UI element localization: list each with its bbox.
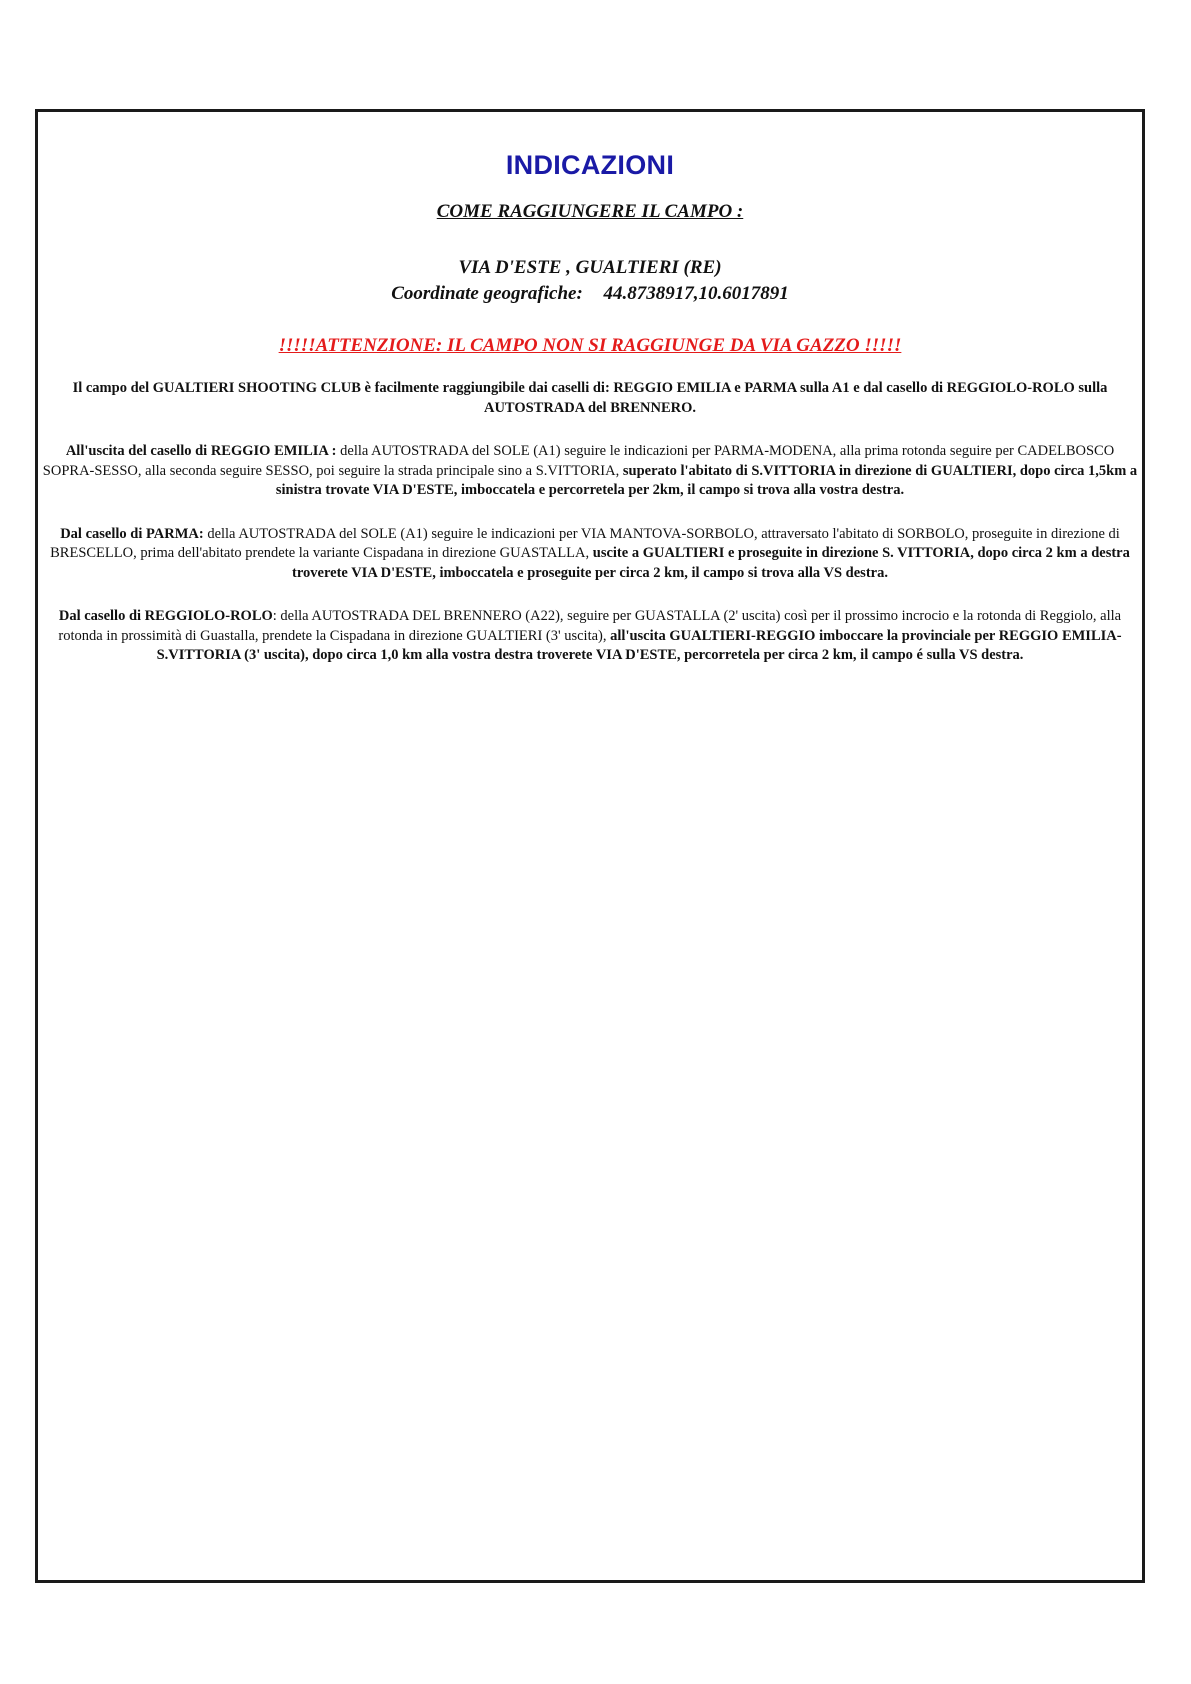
reggio-lead: All'uscita del casello di REGGIO EMILIA : [65, 443, 337, 459]
coordinates-line [35, 283, 1145, 305]
warning-notice: !!!!!ATTENZIONE: IL CAMPO NON SI RAGGIUNGE DA VIA GAZZO !!!!! [278, 335, 902, 356]
coordinates-label: Coordinate geografiche: [391, 283, 583, 304]
reggio-middle: della AUTOSTRADA del SOLE (A1) seguire le indicazioni per PARMA-MODENA, alla prima rotonda seguire per CADELBOSCO SOPRA-SESSO, alla seconda seguire SESSO, poi seguire la strada principale sino a S.VITTORIA, [42, 443, 1115, 479]
document-body [35, 150, 1145, 690]
page-title: INDICAZIONI [505, 150, 675, 180]
subtitle: COME RAGGIUNGERE IL CAMPO : [436, 201, 744, 222]
parma-lead: Dal casello di PARMA: [60, 525, 204, 542]
reggiolo-middle: : della AUTOSTRADA DEL BRENNERO (A22), seguire per GUASTALLA (2' uscita) così per il prossimo incrocio e la rotonda di Reggiolo, alla rotonda in prossimità di Guastalla, prendete la Cispadana in direzione GUALTIERI (3' uscita), [58, 608, 1122, 644]
parma-tail: uscite a GUALTIERI e proseguite in direzione S. VITTORIA, dopo circa 2 km a destra troverete VIA D'ESTE, imboccatela e proseguite per circa 2 km, il campo si trova alla VS destra. [292, 545, 1130, 581]
reggiolo-lead: Dal casello di REGGIOLO-ROLO [58, 608, 273, 624]
reggio-tail: superato l'abitato di S.VITTORIA in direzione di GUALTIERI, dopo circa 1,5km a sinistra trovate VIA D'ESTE, imboccatela e percorretela per 2km, il campo si trova alla vostra destra. [275, 462, 1138, 498]
reggiolo-tail: all'uscita GUALTIERI-REGGIO imboccare la provinciale per REGGIO EMILIA-S.VITTORIA (3' uscita), dopo circa 1,0 km alla vostra destra troverete VIA D'ESTE, percorretela per circa 2 km, il campo é sulla VS destra. [156, 627, 1122, 663]
parma-middle: della AUTOSTRADA del SOLE (A1) seguire le indicazioni per VIA MANTOVA-SORBOLO, attraversato l'abitato di SORBOLO, proseguite in direzione di BRESCELLO, prima dell'abitato prendete la variante Cispadana in direzione GUASTALLA, [50, 525, 1120, 561]
parma-directions [35, 525, 1145, 584]
reggio-emilia-directions [35, 442, 1145, 501]
address: VIA D'ESTE , GUALTIERI (RE) [458, 257, 722, 278]
coordinates-value: 44.8738917,10.6017891 [603, 283, 789, 304]
intro-paragraph [35, 379, 1145, 418]
intro-text: Il campo del GUALTIERI SHOOTING CLUB è facilmente raggiungibile dai caselli di: REGGIO EMILIA e PARMA sulla A1 e dal casello di REGGIOLO-ROLO sulla AUTOSTRADA del BRENNERO. [72, 380, 1108, 416]
reggiolo-rolo-directions [35, 607, 1145, 666]
